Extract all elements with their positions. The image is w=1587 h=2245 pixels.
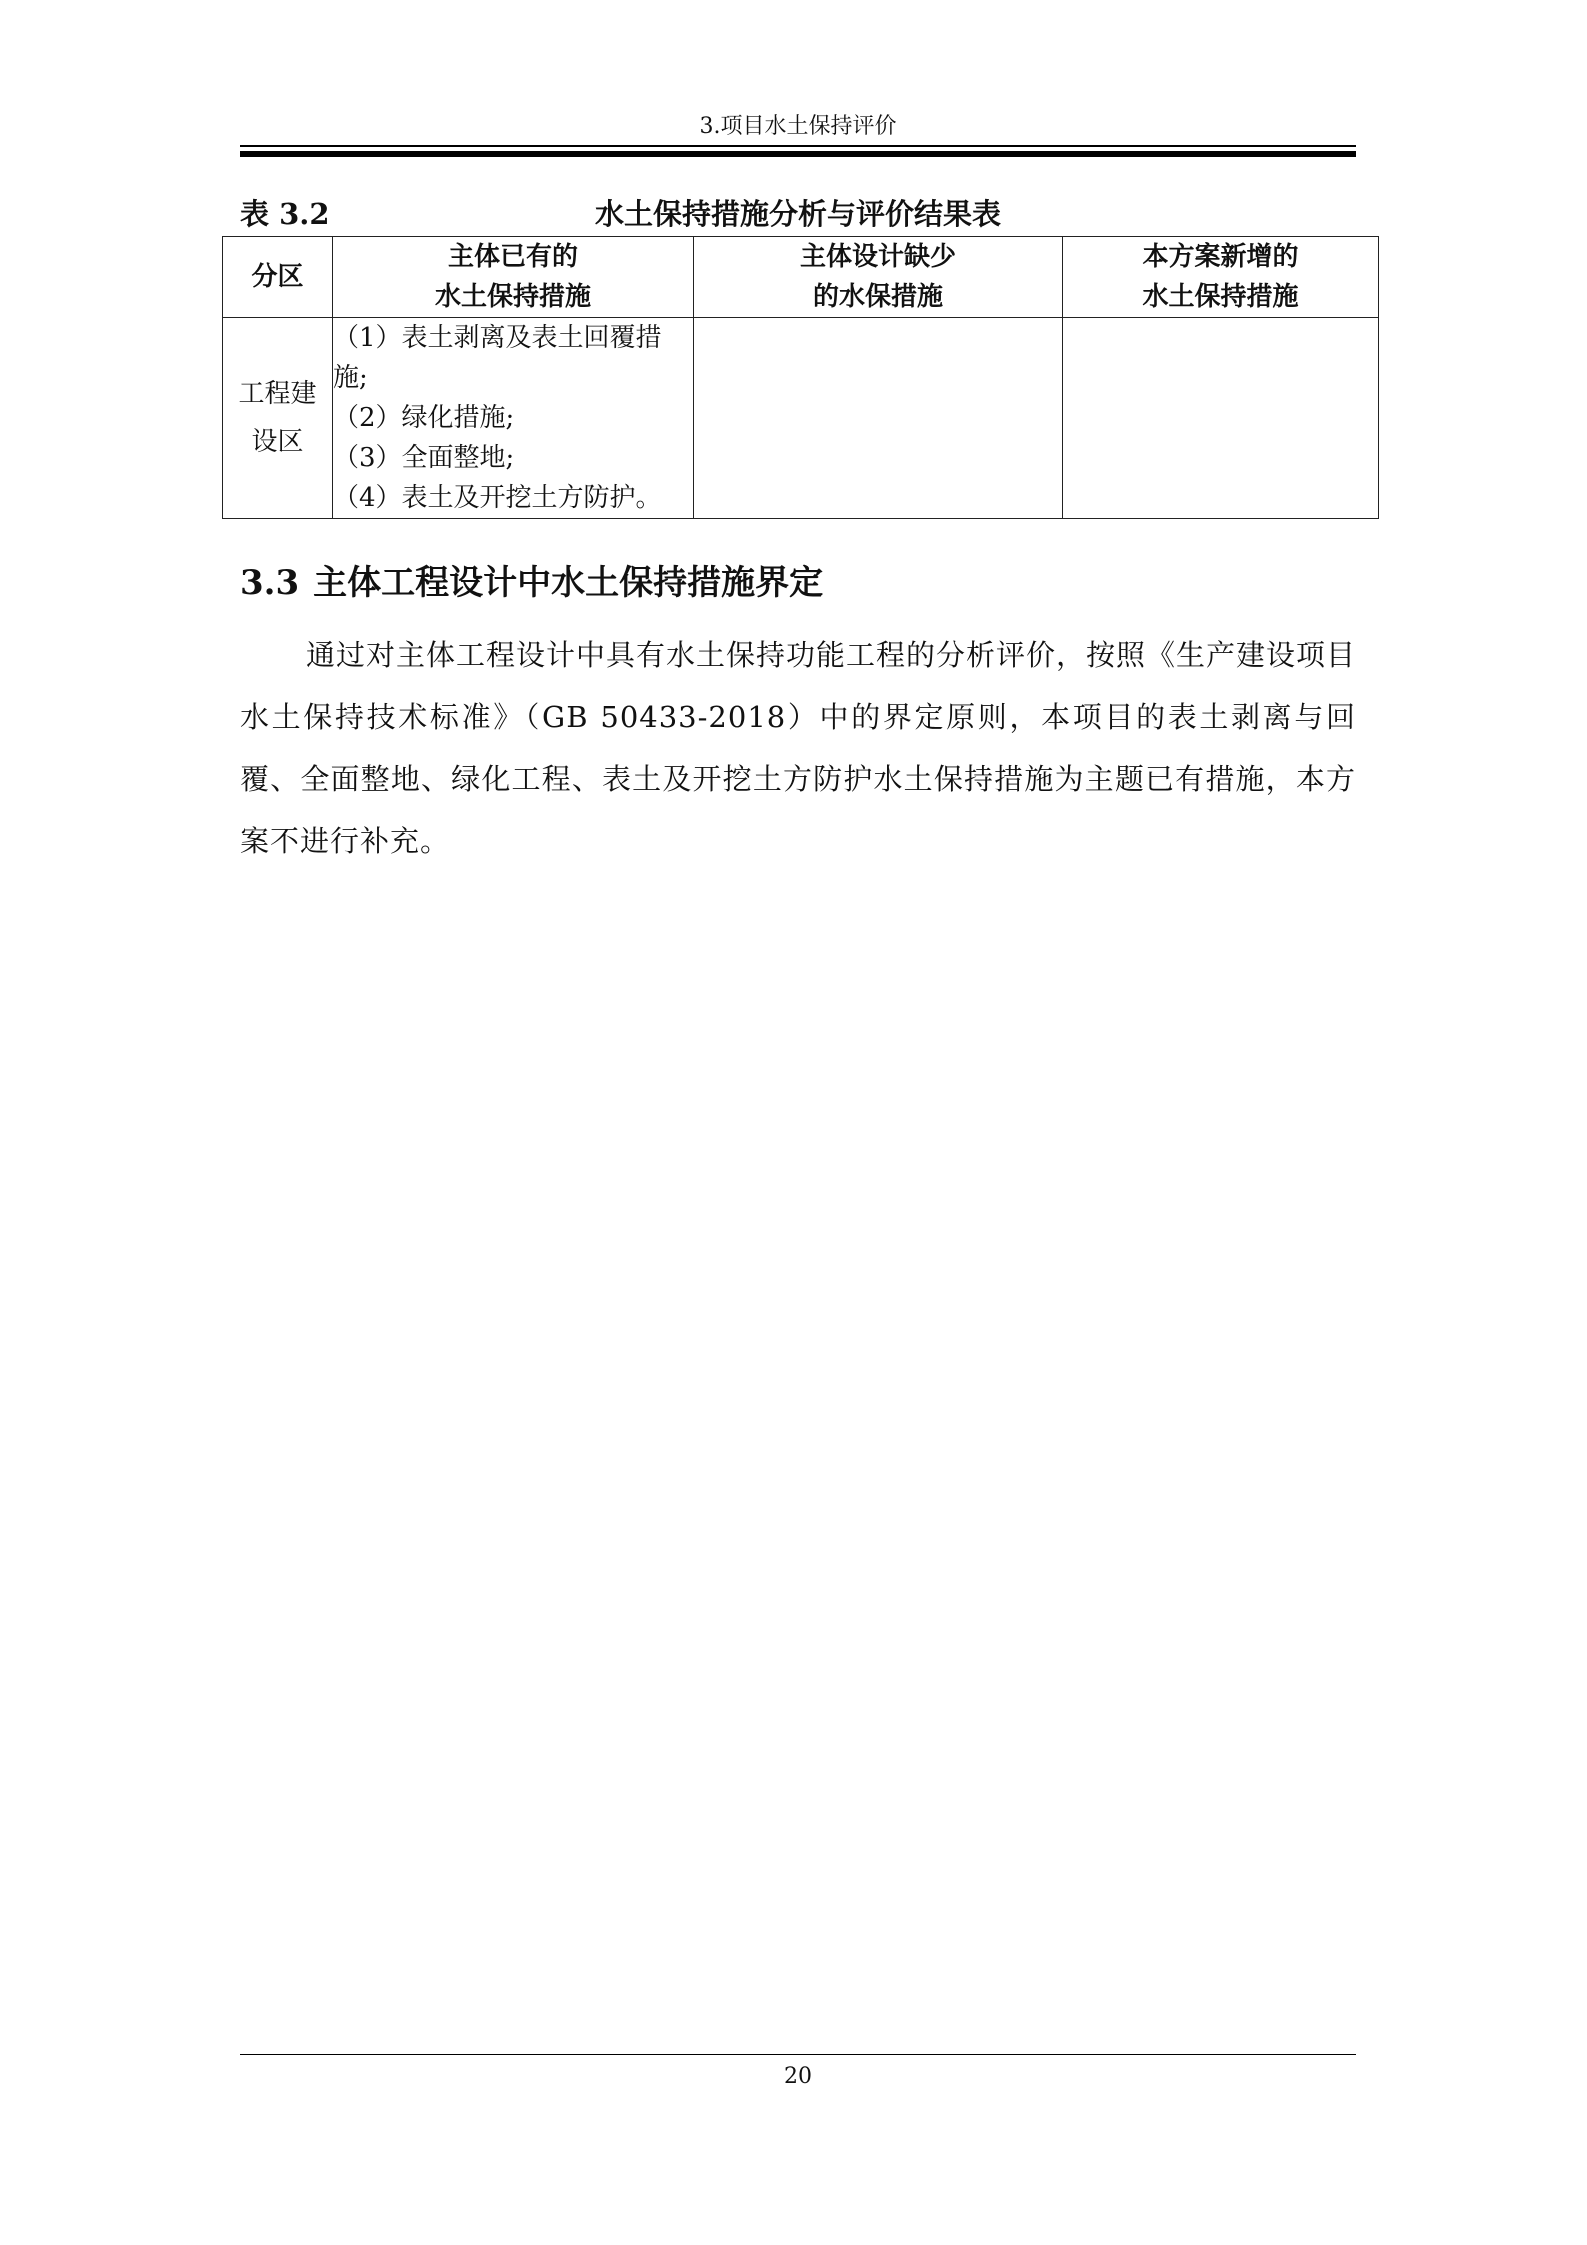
header-zone: [223, 237, 333, 318]
existing-measures-cell: [333, 318, 694, 519]
page-number: 20: [784, 2064, 812, 2089]
header-rule-thin: [240, 145, 1356, 147]
header-zone-label: 分区: [251, 262, 304, 292]
header-lacking: [694, 237, 1063, 318]
header-rule-thick: [240, 151, 1356, 157]
header-existing-line1: 主体已有的: [447, 242, 578, 272]
table-caption-title: 水土保持措施分析与评价结果表: [594, 197, 1001, 231]
table-caption-number: 表 3.2: [240, 197, 330, 231]
table-header-row: [223, 237, 1379, 318]
zone-line1: 工程建: [238, 379, 317, 409]
footer-rule: [240, 2054, 1356, 2055]
body-paragraph: 通过对主体工程设计中具有水土保持功能工程的分析评价，按照《生产建设项目水土保持技术标准》（GB 50433-2018）中的界定原则，本项目的表土剥离与回覆、全面整地、绿化工程、表土及开挖土方防护水土保持措施为主题已有措施，本方案不进行补充。: [240, 638, 1357, 858]
table-caption: [240, 194, 1356, 234]
lacking-measures-cell: [694, 318, 1063, 519]
running-header: 3.项目水土保持评价: [699, 114, 897, 139]
header-lacking-line1: 主体设计缺少: [799, 242, 956, 272]
header-existing-line2: 水土保持措施: [434, 282, 591, 312]
header-existing: [333, 237, 694, 318]
zone-cell: [223, 318, 333, 519]
section-number: 3.3: [240, 563, 300, 603]
header-new: [1063, 237, 1379, 318]
existing-measure-item: （3）全面整地;: [333, 443, 515, 473]
existing-measure-item: （1）表土剥离及表土回覆措施;: [333, 323, 662, 393]
header-new-line2: 水土保持措施: [1142, 282, 1299, 312]
header-lacking-line2: 的水保措施: [812, 282, 943, 312]
existing-measure-item: （2）绿化措施;: [333, 403, 515, 433]
section-heading: [240, 560, 823, 606]
existing-measure-item: （4）表土及开挖土方防护。: [333, 483, 662, 513]
zone-line2: 设区: [251, 427, 304, 457]
new-measures-cell: [1063, 318, 1379, 519]
header-new-line1: 本方案新增的: [1142, 242, 1299, 272]
measures-table: [222, 236, 1379, 519]
table-row: [223, 318, 1379, 519]
section-title: 主体工程设计中水土保持措施界定: [313, 563, 824, 603]
